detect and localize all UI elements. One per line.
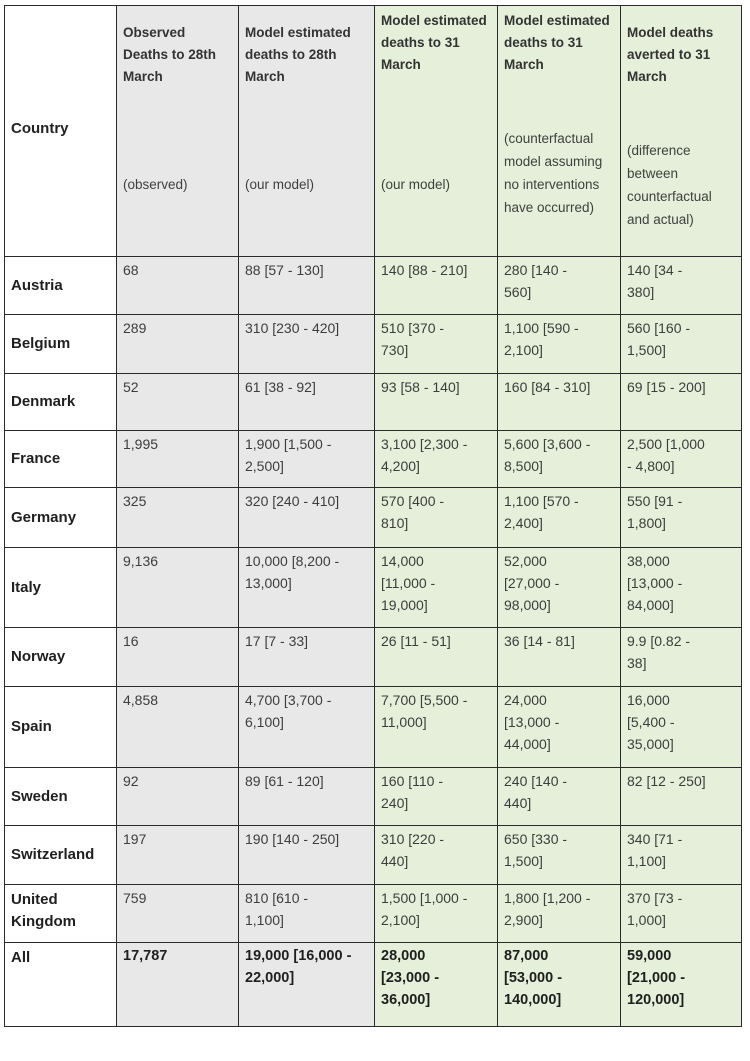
est28-value: 190 [140 - 250]: [239, 826, 375, 885]
est31-value: 3,100 [2,300 - 4,200]: [375, 431, 498, 488]
counterfactual-value: 280 [140 - 560]: [498, 257, 621, 315]
averted-value: 16,000 [5,400 - 35,000]: [621, 687, 742, 768]
est28-value: 4,700 [3,700 - 6,100]: [239, 687, 375, 768]
counterfactual-header-subtitle: (counterfactual model assuming no interventions have occurred): [504, 131, 603, 215]
est28-value: 19,000 [16,000 - 22,000]: [239, 943, 375, 1027]
observed-value: 4,858: [117, 687, 239, 768]
observed-value: 9,136: [117, 548, 239, 628]
table-row: [5, 257, 742, 315]
averted-value: 59,000 [21,000 - 120,000]: [621, 943, 742, 1027]
counterfactual-value: 52,000 [27,000 - 98,000]: [498, 548, 621, 628]
observed-value: 16: [117, 628, 239, 687]
observed-value: 289: [117, 315, 239, 374]
est28-value: 320 [240 - 410]: [239, 488, 375, 548]
averted-value: 38,000 [13,000 - 84,000]: [621, 548, 742, 628]
header-observed-cell: [117, 6, 239, 257]
deaths-table-container: [4, 5, 741, 1027]
est28-value: 810 [610 - 1,100]: [239, 885, 375, 943]
est31-header-subtitle: (our model): [381, 177, 451, 192]
table-row: [5, 885, 742, 943]
country-name: Switzerland: [5, 826, 117, 885]
est28-value: 310 [230 - 420]: [239, 315, 375, 374]
est31-value: 26 [11 - 51]: [375, 628, 498, 687]
country-name: United Kingdom: [5, 885, 117, 943]
table-row: [5, 628, 742, 687]
est31-value: 93 [58 - 140]: [375, 374, 498, 431]
est28-value: 61 [38 - 92]: [239, 374, 375, 431]
counterfactual-value: 1,800 [1,200 - 2,900]: [498, 885, 621, 943]
country-name: Belgium: [5, 315, 117, 374]
observed-header-subtitle: (observed): [123, 177, 188, 192]
est28-header-title: Model estimated deaths to 28th March: [245, 25, 351, 84]
est31-header-title: Model estimated deaths to 31 March: [381, 13, 487, 72]
averted-value: 69 [15 - 200]: [621, 374, 742, 431]
counterfactual-value: 240 [140 - 440]: [498, 768, 621, 826]
header-country-cell: [5, 6, 117, 257]
deaths-averted-table: [4, 5, 742, 1027]
observed-value: 1,995: [117, 431, 239, 488]
observed-value: 17,787: [117, 943, 239, 1027]
country-name: Sweden: [5, 768, 117, 826]
header-row: [5, 6, 742, 257]
averted-header-subtitle: (difference between counterfactual and actual): [627, 143, 712, 227]
header-est31-cell: [375, 6, 498, 257]
header-averted-cell: [621, 6, 742, 257]
country-name: Denmark: [5, 374, 117, 431]
counterfactual-value: 160 [84 - 310]: [498, 374, 621, 431]
est28-value: 17 [7 - 33]: [239, 628, 375, 687]
est31-value: 140 [88 - 210]: [375, 257, 498, 315]
est31-value: 510 [370 - 730]: [375, 315, 498, 374]
table-row: [5, 826, 742, 885]
table-row: [5, 374, 742, 431]
table-row: [5, 488, 742, 548]
est31-value: 14,000 [11,000 - 19,000]: [375, 548, 498, 628]
counterfactual-value: 650 [330 - 1,500]: [498, 826, 621, 885]
observed-value: 759: [117, 885, 239, 943]
table-row: [5, 431, 742, 488]
counterfactual-header-title: Model estimated deaths to 31 March: [504, 13, 610, 72]
counterfactual-value: 1,100 [590 - 2,100]: [498, 315, 621, 374]
header-counterfactual-cell: [498, 6, 621, 257]
averted-value: 550 [91 - 1,800]: [621, 488, 742, 548]
counterfactual-value: 36 [14 - 81]: [498, 628, 621, 687]
est28-value: 10,000 [8,200 - 13,000]: [239, 548, 375, 628]
observed-value: 52: [117, 374, 239, 431]
table-row: [5, 768, 742, 826]
est31-value: 7,700 [5,500 - 11,000]: [375, 687, 498, 768]
country-header: Country: [11, 120, 69, 137]
observed-value: 197: [117, 826, 239, 885]
header-est28-cell: [239, 6, 375, 257]
averted-header-title: Model deaths averted to 31 March: [627, 25, 714, 84]
observed-header-title: Observed Deaths to 28th March: [123, 25, 217, 84]
observed-value: 92: [117, 768, 239, 826]
country-name: Germany: [5, 488, 117, 548]
totals-row: [5, 943, 742, 1027]
est28-value: 89 [61 - 120]: [239, 768, 375, 826]
est31-value: 310 [220 - 440]: [375, 826, 498, 885]
table-row: [5, 548, 742, 628]
table-row: [5, 687, 742, 768]
est31-value: 160 [110 - 240]: [375, 768, 498, 826]
est31-value: 1,500 [1,000 - 2,100]: [375, 885, 498, 943]
averted-value: 2,500 [1,000 - 4,800]: [621, 431, 742, 488]
averted-value: 370 [73 - 1,000]: [621, 885, 742, 943]
country-name: Spain: [5, 687, 117, 768]
country-name: Italy: [5, 548, 117, 628]
table-row: [5, 315, 742, 374]
country-name: France: [5, 431, 117, 488]
observed-value: 68: [117, 257, 239, 315]
est31-value: 570 [400 - 810]: [375, 488, 498, 548]
est28-value: 1,900 [1,500 - 2,500]: [239, 431, 375, 488]
country-name: Austria: [5, 257, 117, 315]
country-name: Norway: [5, 628, 117, 687]
averted-value: 140 [34 - 380]: [621, 257, 742, 315]
est28-header-subtitle: (our model): [245, 177, 315, 192]
est31-value: 28,000 [23,000 - 36,000]: [375, 943, 498, 1027]
est28-value: 88 [57 - 130]: [239, 257, 375, 315]
observed-value: 325: [117, 488, 239, 548]
counterfactual-value: 24,000 [13,000 - 44,000]: [498, 687, 621, 768]
counterfactual-value: 5,600 [3,600 - 8,500]: [498, 431, 621, 488]
country-name: All: [5, 943, 117, 1027]
counterfactual-value: 87,000 [53,000 - 140,000]: [498, 943, 621, 1027]
averted-value: 340 [71 - 1,100]: [621, 826, 742, 885]
averted-value: 9.9 [0.82 - 38]: [621, 628, 742, 687]
averted-value: 560 [160 - 1,500]: [621, 315, 742, 374]
counterfactual-value: 1,100 [570 - 2,400]: [498, 488, 621, 548]
averted-value: 82 [12 - 250]: [621, 768, 742, 826]
